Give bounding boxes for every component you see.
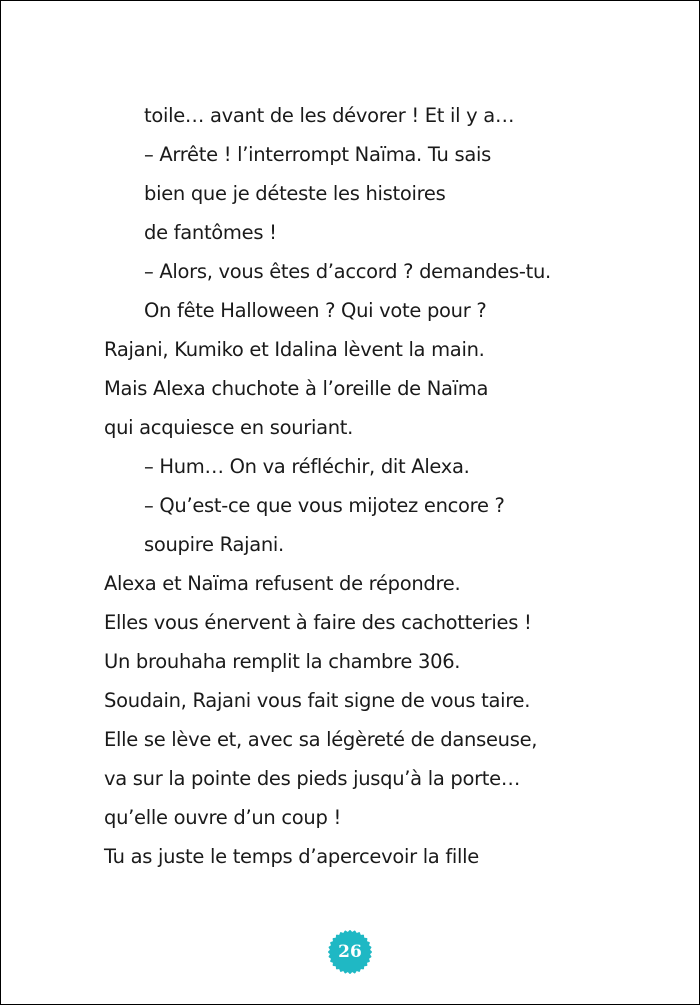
text-line: bien que je déteste les histoires bbox=[144, 182, 446, 205]
text-line: – Arrête ! l’interrompt Naïma. Tu sais bbox=[144, 143, 491, 166]
text-line: Tu as juste le temps d’apercevoir la fille bbox=[104, 845, 479, 868]
text-line: Alexa et Naïma refusent de répondre. bbox=[104, 572, 461, 595]
text-line: – Alors, vous êtes d’accord ? demandes-tu. bbox=[144, 260, 551, 283]
text-line: Rajani, Kumiko et Idalina lèvent la main. bbox=[104, 338, 485, 361]
text-line: toile… avant de les dévorer ! Et il y a… bbox=[144, 104, 515, 127]
text-line: Un brouhaha remplit la chambre 306. bbox=[104, 650, 461, 673]
text-line: – Hum… On va réfléchir, dit Alexa. bbox=[144, 455, 470, 478]
page-number: 26 bbox=[338, 942, 362, 962]
text-line: qu’elle ouvre d’un coup ! bbox=[104, 806, 341, 829]
text-line: va sur la pointe des pieds jusqu’à la porte… bbox=[104, 767, 521, 790]
text-line: de fantômes ! bbox=[144, 221, 277, 244]
text-line: qui acquiesce en souriant. bbox=[104, 416, 354, 439]
text-line: Elle se lève et, avec sa légèreté de danseuse, bbox=[104, 728, 538, 751]
text-line: – Qu’est-ce que vous mijotez encore ? bbox=[144, 494, 505, 517]
text-line: Soudain, Rajani vous fait signe de vous taire. bbox=[104, 689, 531, 712]
text-line: Mais Alexa chuchote à l’oreille de Naïma bbox=[104, 377, 489, 400]
text-line: Elles vous énervent à faire des cachotteries ! bbox=[104, 611, 532, 634]
text-line: On fête Halloween ? Qui vote pour ? bbox=[144, 299, 487, 322]
text-line: soupire Rajani. bbox=[144, 533, 284, 556]
page-number-badge bbox=[327, 929, 373, 975]
